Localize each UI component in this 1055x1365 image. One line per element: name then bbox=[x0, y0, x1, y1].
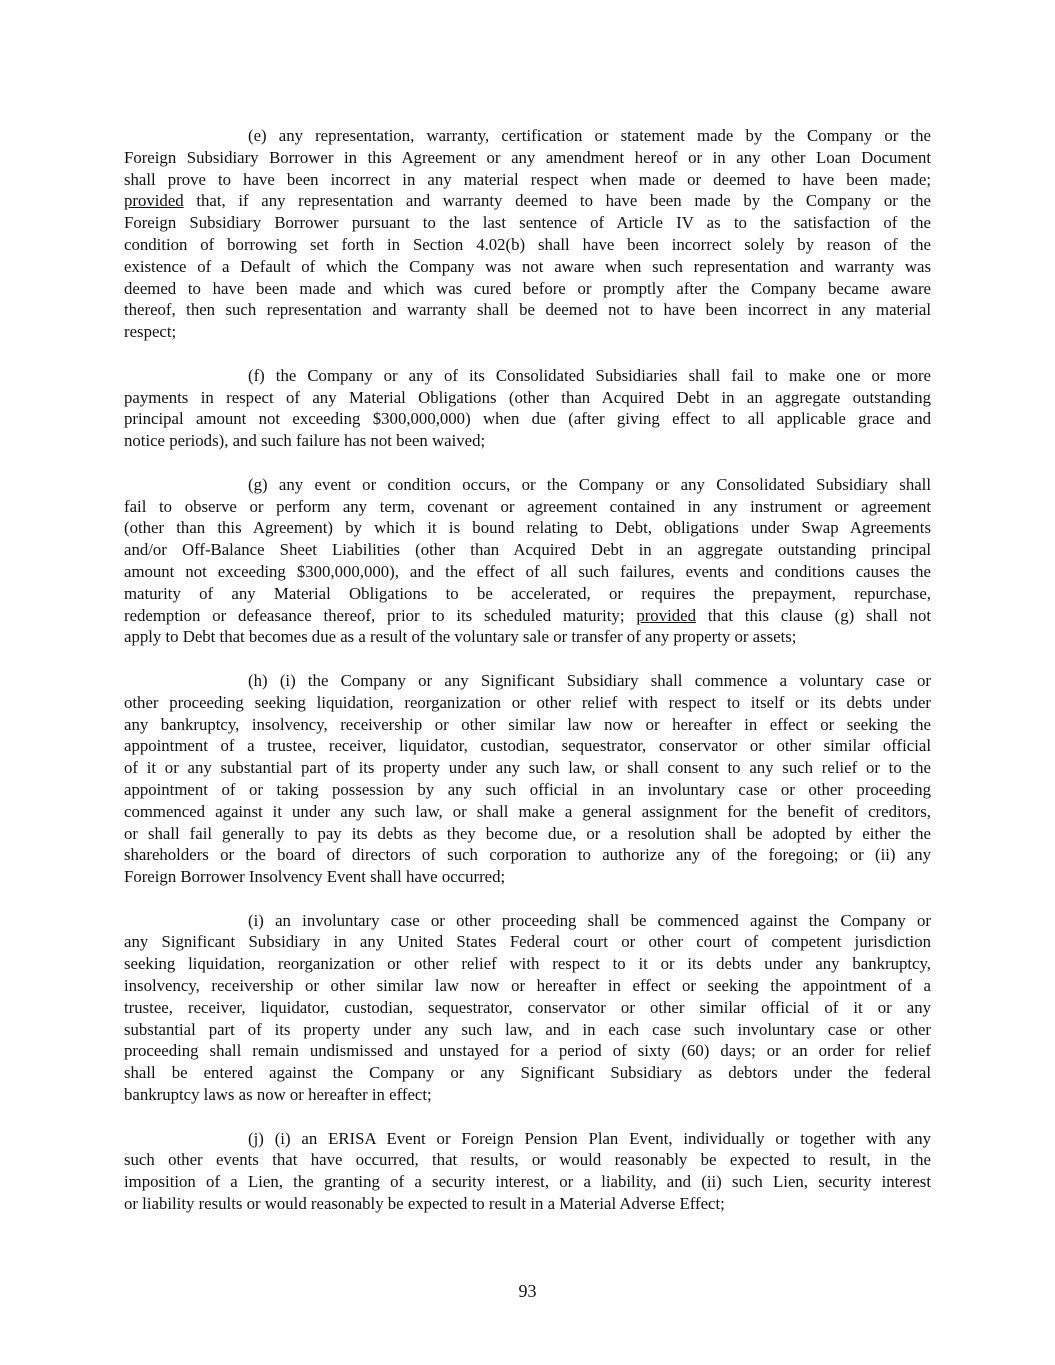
text-line bbox=[124, 496, 931, 518]
page-number: 93 bbox=[518, 1281, 537, 1301]
text-segment: (g) any event or condition occurs, or the Company or any Consolidated Subsidiary shall bbox=[248, 474, 931, 494]
text-segment: (other than this Agreement) by which it is bound relating to Debt, obligations under Swap Agreements bbox=[124, 518, 931, 538]
text-segment: Foreign Borrower Insolvency Event shall have occurred; bbox=[124, 867, 506, 887]
text-line bbox=[124, 670, 931, 692]
text-line bbox=[124, 823, 931, 845]
underlined-term: provided bbox=[124, 191, 184, 211]
text-line bbox=[124, 1149, 931, 1171]
clause-h bbox=[124, 670, 931, 888]
text-segment: and/or Off-Balance Sheet Liabilities (other than Acquired Debt in an aggregate outstanding principal bbox=[124, 540, 931, 560]
text-line bbox=[124, 278, 931, 300]
text-line bbox=[124, 692, 931, 714]
text-segment: shareholders or the board of directors of such corporation to authorize any of the foregoing; or (ii) any bbox=[124, 845, 931, 865]
text-line bbox=[124, 931, 931, 953]
text-segment: redemption or defeasance thereof, prior to its scheduled maturity; bbox=[124, 605, 637, 625]
text-line bbox=[124, 714, 931, 736]
text-line bbox=[124, 735, 931, 757]
text-line bbox=[124, 626, 931, 648]
text-line bbox=[124, 1193, 931, 1215]
text-line bbox=[124, 757, 931, 779]
text-line bbox=[124, 256, 931, 278]
clause-i bbox=[124, 910, 931, 1106]
text-line bbox=[124, 975, 931, 997]
text-line bbox=[124, 910, 931, 932]
text-segment: such other events that have occurred, that results, or would reasonably be expected to result, in the bbox=[124, 1150, 931, 1170]
text-segment: other proceeding seeking liquidation, reorganization or other relief with respect to itself or its debts under bbox=[124, 692, 931, 712]
text-line bbox=[124, 583, 931, 605]
text-segment: shall prove to have been incorrect in any material respect when made or deemed to have been made; bbox=[124, 169, 931, 189]
text-segment: that this clause (g) shall not bbox=[695, 605, 931, 625]
text-segment: any Significant Subsidiary in any United States Federal court or other court of competent jurisdiction bbox=[124, 932, 931, 952]
text-segment: imposition of a Lien, the granting of a security interest, or a liability, and (ii) such Lien, security interest bbox=[124, 1172, 931, 1192]
text-segment: Foreign Subsidiary Borrower in this Agreement or any amendment hereof or in any other Loan Document bbox=[124, 147, 931, 167]
text-segment: any bankruptcy, insolvency, receivership or other similar law now or hereafter in effect or seeking the bbox=[124, 714, 931, 734]
clause-f bbox=[124, 365, 931, 452]
clause-j bbox=[124, 1128, 931, 1215]
text-line bbox=[124, 234, 931, 256]
text-segment: substantial part of its property under any such law, and in each case such involuntary case or other bbox=[124, 1019, 931, 1039]
text-segment: payments in respect of any Material Obligations (other than Acquired Debt in an aggregate outstanding bbox=[124, 387, 931, 407]
text-line bbox=[124, 1171, 931, 1193]
text-line bbox=[124, 561, 931, 583]
text-line bbox=[124, 1084, 931, 1106]
text-line bbox=[124, 430, 931, 452]
text-line bbox=[124, 387, 931, 409]
text-line bbox=[124, 1019, 931, 1041]
text-segment: (e) any representation, warranty, certification or statement made by the Company or the bbox=[248, 126, 931, 145]
text-segment: (j) (i) an ERISA Event or Foreign Pension Plan Event, individually or together with any bbox=[248, 1128, 931, 1148]
text-segment: shall be entered against the Company or any Significant Subsidiary as debtors under the federal bbox=[124, 1063, 931, 1083]
text-segment: respect; bbox=[124, 322, 177, 342]
text-line bbox=[124, 147, 931, 169]
text-line bbox=[124, 801, 931, 823]
text-line bbox=[124, 539, 931, 561]
text-line bbox=[124, 299, 931, 321]
text-line bbox=[124, 190, 931, 212]
text-line bbox=[124, 1128, 931, 1150]
text-line bbox=[124, 953, 931, 975]
text-segment: thereof, then such representation and warranty shall be deemed not to have been incorrect in any material bbox=[124, 300, 931, 320]
text-line bbox=[124, 517, 931, 539]
text-line bbox=[124, 605, 931, 627]
text-segment: (f) the Company or any of its Consolidated Subsidiaries shall fail to make one or more bbox=[248, 365, 931, 385]
text-segment: or shall fail generally to pay its debts as they become due, or a resolution shall be adopted by either the bbox=[124, 823, 931, 843]
text-segment: or liability results or would reasonably be expected to result in a Material Adverse Effect; bbox=[124, 1194, 725, 1214]
text-line bbox=[124, 474, 931, 496]
text-segment: (h) (i) the Company or any Significant Subsidiary shall commence a voluntary case or bbox=[248, 670, 931, 690]
text-segment: appointment of a trustee, receiver, liquidator, custodian, sequestrator, conservator or other similar official bbox=[124, 736, 931, 756]
text-line bbox=[124, 1040, 931, 1062]
text-segment: notice periods), and such failure has not been waived; bbox=[124, 431, 486, 451]
text-line bbox=[124, 866, 931, 888]
text-line bbox=[124, 408, 931, 430]
text-segment: maturity of any Material Obligations to be accelerated, or requires the prepayment, repurchase, bbox=[124, 583, 931, 603]
text-segment: deemed to have been made and which was cured before or promptly after the Company became aware bbox=[124, 278, 931, 298]
text-segment: that, if any representation and warranty deemed to have been made by the Company or the bbox=[183, 191, 931, 211]
text-line bbox=[124, 997, 931, 1019]
text-segment: principal amount not exceeding $300,000,000) when due (after giving effect to all applicable grace and bbox=[124, 409, 931, 429]
text-line bbox=[124, 169, 931, 191]
underlined-term: provided bbox=[636, 605, 696, 625]
clause-e bbox=[124, 125, 931, 343]
text-line bbox=[124, 365, 931, 387]
text-segment: of it or any substantial part of its property under any such law, or shall consent to any such relief or to the bbox=[124, 758, 931, 778]
text-segment: Foreign Subsidiary Borrower pursuant to the last sentence of Article IV as to the satisfaction of the bbox=[124, 213, 931, 233]
text-line bbox=[124, 1062, 931, 1084]
text-segment: insolvency, receivership or other similar law now or hereafter in effect or seeking the appointment of a bbox=[124, 976, 931, 996]
text-line bbox=[124, 321, 931, 343]
document-body bbox=[124, 125, 931, 1237]
text-segment: seeking liquidation, reorganization or other relief with respect to it or its debts under any bankruptcy, bbox=[124, 954, 931, 974]
text-line bbox=[124, 844, 931, 866]
text-line bbox=[124, 212, 931, 234]
text-segment: appointment of or taking possession by any such official in an involuntary case or other proceeding bbox=[124, 779, 931, 799]
clause-g bbox=[124, 474, 931, 648]
text-line bbox=[124, 779, 931, 801]
text-segment: fail to observe or perform any term, covenant or agreement contained in any instrument or agreement bbox=[124, 496, 931, 516]
text-line bbox=[124, 125, 931, 147]
text-segment: (i) an involuntary case or other proceeding shall be commenced against the Company or bbox=[248, 910, 931, 930]
text-segment: proceeding shall remain undismissed and unstayed for a period of sixty (60) days; or an order for relief bbox=[124, 1041, 931, 1061]
text-segment: condition of borrowing set forth in Section 4.02(b) shall have been incorrect solely by reason of the bbox=[124, 234, 931, 254]
text-segment: amount not exceeding $300,000,000), and the effect of all such failures, events and conditions causes the bbox=[124, 561, 931, 581]
text-segment: commenced against it under any such law, or shall make a general assignment for the benefit of creditors, bbox=[124, 801, 931, 821]
text-segment: apply to Debt that becomes due as a result of the voluntary sale or transfer of any property or assets; bbox=[124, 627, 797, 647]
text-segment: trustee, receiver, liquidator, custodian, sequestrator, conservator or other similar official of it or any bbox=[124, 997, 931, 1017]
text-segment: bankruptcy laws as now or hereafter in effect; bbox=[124, 1085, 432, 1105]
text-segment: existence of a Default of which the Company was not aware when such representation and warranty was bbox=[124, 256, 931, 276]
